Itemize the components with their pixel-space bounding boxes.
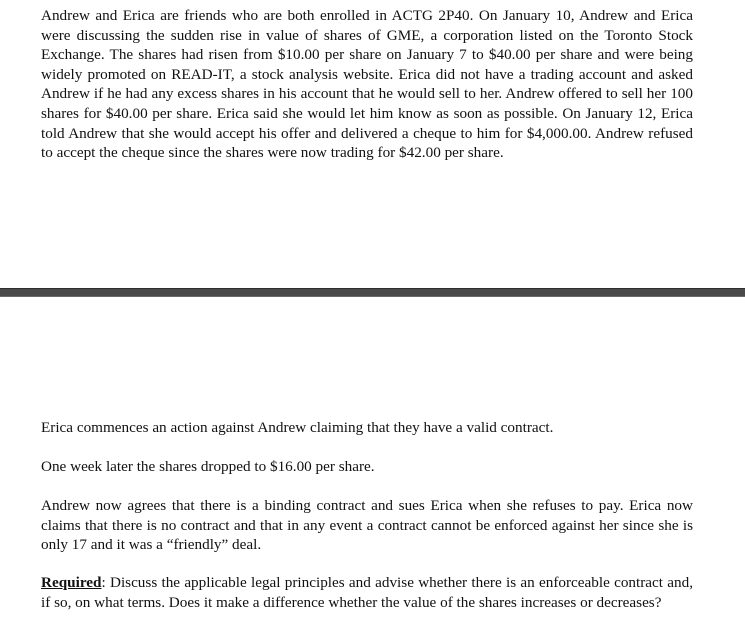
- week-later-paragraph: One week later the shares dropped to $16.00 per share.: [41, 458, 375, 475]
- required-paragraph: [41, 573, 693, 612]
- required-label: Required: [41, 574, 102, 591]
- page-divider: [0, 288, 745, 297]
- required-text: : Discuss the applicable legal principles and advise whether there is an enforceable contract and, if so, on what terms. Does it make a difference whether the value of the shares increases or decreases?: [41, 574, 693, 611]
- action-paragraph: Erica commences an action against Andrew claiming that they have a valid contract.: [41, 419, 554, 436]
- andrew-sues-paragraph: Andrew now agrees that there is a binding contract and sues Erica when she refuses to pay. Erica now claims that there is no contract and that in any event a contract cannot be enforced against her since she is only 17 and it was a “friendly” deal.: [41, 497, 693, 554]
- document-page-top: [0, 0, 745, 288]
- intro-paragraph: Andrew and Erica are friends who are both enrolled in ACTG 2P40. On January 10, Andrew and Erica were discussing the sudden rise in value of shares of GME, a corporation listed on the Toronto Stock Exchange. The shares had risen from $10.00 per share on January 7 to $40.00 per share and were being widely promoted on READ-IT, a stock analysis website. Erica did not have a trading account and asked Andrew if he had any excess shares in his account that he would sell to her. Andrew offered to sell her 100 shares for $40.00 per share. Erica said she would let him know as soon as possible. On January 12, Erica told Andrew that she would accept his offer and delivered a cheque to him for $4,000.00. Andrew refused to accept the cheque since the shares were now trading for $42.00 per share.: [41, 7, 693, 162]
